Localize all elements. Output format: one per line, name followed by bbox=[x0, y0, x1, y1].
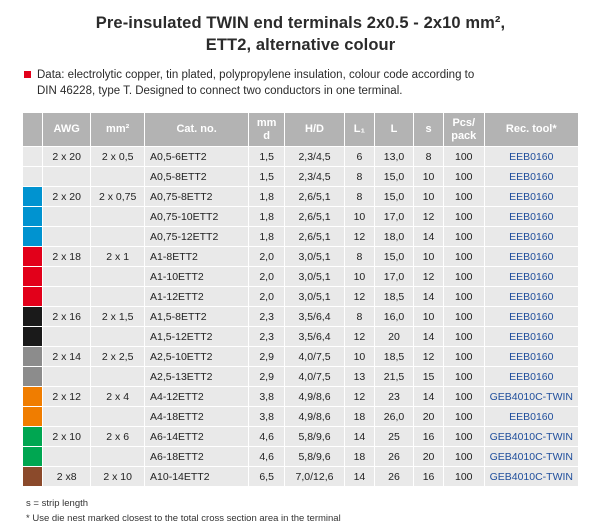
cell-cat-no: A4-12ETT2 bbox=[145, 387, 249, 407]
cell-pack: 100 bbox=[443, 467, 484, 487]
cell-l1: 12 bbox=[345, 287, 375, 307]
cell-mm-d: 1,8 bbox=[249, 187, 285, 207]
cell-h-d: 4,0/7,5 bbox=[285, 347, 345, 367]
table-row bbox=[23, 467, 579, 487]
header-pcs-pack bbox=[443, 112, 484, 146]
cell-h-d: 7,0/12,6 bbox=[285, 467, 345, 487]
cell-s: 14 bbox=[414, 227, 444, 247]
cell-cat-no: A1-12ETT2 bbox=[145, 287, 249, 307]
header-colour-swatch bbox=[23, 112, 43, 146]
cell-awg: 2 x8 bbox=[43, 467, 91, 487]
cell-l1: 10 bbox=[345, 347, 375, 367]
cell-rec-tool: EEB0160 bbox=[484, 307, 578, 327]
specifications-table bbox=[22, 112, 579, 487]
cell-cat-no: A0,5-6ETT2 bbox=[145, 147, 249, 167]
cell-l1: 12 bbox=[345, 387, 375, 407]
cell-rec-tool: GEB4010C-TWIN bbox=[484, 387, 578, 407]
colour-swatch bbox=[23, 287, 43, 307]
cell-pack: 100 bbox=[443, 367, 484, 387]
table-row bbox=[23, 367, 579, 387]
cell-rec-tool: EEB0160 bbox=[484, 367, 578, 387]
cell-s: 10 bbox=[414, 247, 444, 267]
cell-l: 23 bbox=[374, 387, 413, 407]
cell-mm-d: 2,3 bbox=[249, 307, 285, 327]
cell-awg bbox=[43, 407, 91, 427]
cell-s: 12 bbox=[414, 267, 444, 287]
cell-awg: 2 x 18 bbox=[43, 247, 91, 267]
cell-rec-tool: EEB0160 bbox=[484, 267, 578, 287]
footnote-die-nest: * Use die nest marked closest to the total cross section area in the terminal bbox=[26, 513, 341, 525]
cell-pack: 100 bbox=[443, 167, 484, 187]
cell-cat-no: A1-10ETT2 bbox=[145, 267, 249, 287]
cell-h-d: 3,0/5,1 bbox=[285, 287, 345, 307]
cell-mm-d: 2,3 bbox=[249, 327, 285, 347]
table-body bbox=[23, 147, 579, 487]
colour-swatch bbox=[23, 367, 43, 387]
table-row bbox=[23, 227, 579, 247]
cell-l: 18,0 bbox=[374, 227, 413, 247]
cell-rec-tool: EEB0160 bbox=[484, 407, 578, 427]
cell-h-d: 3,5/6,4 bbox=[285, 327, 345, 347]
cell-pack: 100 bbox=[443, 427, 484, 447]
cell-h-d: 4,0/7,5 bbox=[285, 367, 345, 387]
cell-l1: 14 bbox=[345, 467, 375, 487]
cell-l1: 8 bbox=[345, 187, 375, 207]
cell-awg: 2 x 20 bbox=[43, 147, 91, 167]
cell-s: 12 bbox=[414, 347, 444, 367]
cell-h-d: 2,6/5,1 bbox=[285, 227, 345, 247]
cell-s: 16 bbox=[414, 467, 444, 487]
cell-rec-tool: GEB4010C-TWIN bbox=[484, 427, 578, 447]
cell-awg bbox=[43, 327, 91, 347]
colour-swatch bbox=[23, 327, 43, 347]
cell-l: 26,0 bbox=[374, 407, 413, 427]
cell-h-d: 5,8/9,6 bbox=[285, 427, 345, 447]
colour-swatch bbox=[23, 167, 43, 187]
title-line-1: Pre-insulated TWIN end terminals 2x0.5 - 2x10 mm², bbox=[95, 14, 506, 32]
cell-cat-no: A6-18ETT2 bbox=[145, 447, 249, 467]
cell-pack: 100 bbox=[443, 247, 484, 267]
cell-l1: 18 bbox=[345, 447, 375, 467]
header-mm-d-line1: mm bbox=[256, 116, 277, 129]
cell-cat-no: A2,5-10ETT2 bbox=[145, 347, 249, 367]
cell-l1: 12 bbox=[345, 327, 375, 347]
header-rec-tool: Rec. tool* bbox=[484, 112, 578, 146]
cell-h-d: 3,0/5,1 bbox=[285, 247, 345, 267]
table-row bbox=[23, 447, 579, 467]
colour-swatch bbox=[23, 307, 43, 327]
cell-rec-tool: GEB4010C-TWIN bbox=[484, 467, 578, 487]
intro-line-2: DIN 46228, type T. Designed to connect two conductors in one terminal. bbox=[37, 85, 403, 98]
header-h-d: H/D bbox=[285, 112, 345, 146]
cell-l: 18,5 bbox=[374, 347, 413, 367]
cell-mm-d: 6,5 bbox=[249, 467, 285, 487]
cell-awg: 2 x 10 bbox=[43, 427, 91, 447]
cell-pack: 100 bbox=[443, 187, 484, 207]
cell-awg bbox=[43, 267, 91, 287]
cell-awg: 2 x 14 bbox=[43, 347, 91, 367]
cell-cat-no: A0,75-8ETT2 bbox=[145, 187, 249, 207]
cell-h-d: 3,0/5,1 bbox=[285, 267, 345, 287]
header-l1: L₁ bbox=[345, 112, 375, 146]
cell-cat-no: A0,5-8ETT2 bbox=[145, 167, 249, 187]
cell-mm-d: 1,5 bbox=[249, 167, 285, 187]
cell-pack: 100 bbox=[443, 387, 484, 407]
table-row bbox=[23, 187, 579, 207]
cell-mm2: 2 x 4 bbox=[91, 387, 145, 407]
table-row bbox=[23, 287, 579, 307]
cell-h-d: 2,3/4,5 bbox=[285, 147, 345, 167]
colour-swatch bbox=[23, 467, 43, 487]
cell-cat-no: A1-8ETT2 bbox=[145, 247, 249, 267]
cell-rec-tool: GEB4010C-TWIN bbox=[484, 447, 578, 467]
cell-l: 17,0 bbox=[374, 207, 413, 227]
cell-s: 14 bbox=[414, 287, 444, 307]
table-row bbox=[23, 407, 579, 427]
cell-rec-tool: EEB0160 bbox=[484, 247, 578, 267]
cell-rec-tool: EEB0160 bbox=[484, 187, 578, 207]
cell-l1: 14 bbox=[345, 427, 375, 447]
cell-pack: 100 bbox=[443, 407, 484, 427]
cell-cat-no: A0,75-12ETT2 bbox=[145, 227, 249, 247]
cell-h-d: 5,8/9,6 bbox=[285, 447, 345, 467]
cell-mm2 bbox=[91, 287, 145, 307]
cell-mm2: 2 x 1 bbox=[91, 247, 145, 267]
cell-l: 26 bbox=[374, 447, 413, 467]
cell-mm2: 2 x 2,5 bbox=[91, 347, 145, 367]
cell-l1: 8 bbox=[345, 167, 375, 187]
cell-s: 10 bbox=[414, 167, 444, 187]
cell-mm2 bbox=[91, 407, 145, 427]
cell-l: 21,5 bbox=[374, 367, 413, 387]
cell-rec-tool: EEB0160 bbox=[484, 207, 578, 227]
cell-pack: 100 bbox=[443, 327, 484, 347]
cell-pack: 100 bbox=[443, 307, 484, 327]
cell-mm2 bbox=[91, 447, 145, 467]
header-mm-d-line2: d bbox=[263, 129, 270, 142]
table-row bbox=[23, 207, 579, 227]
table-row bbox=[23, 247, 579, 267]
cell-mm2 bbox=[91, 267, 145, 287]
table-row bbox=[23, 327, 579, 347]
table-row bbox=[23, 427, 579, 447]
cell-s: 10 bbox=[414, 307, 444, 327]
cell-l1: 18 bbox=[345, 407, 375, 427]
cell-h-d: 2,6/5,1 bbox=[285, 207, 345, 227]
cell-s: 14 bbox=[414, 327, 444, 347]
cell-rec-tool: EEB0160 bbox=[484, 227, 578, 247]
cell-rec-tool: EEB0160 bbox=[484, 347, 578, 367]
cell-pack: 100 bbox=[443, 227, 484, 247]
title-line-2: ETT2, alternative colour bbox=[205, 36, 396, 55]
colour-swatch bbox=[23, 227, 43, 247]
colour-swatch bbox=[23, 347, 43, 367]
cell-awg bbox=[43, 367, 91, 387]
cell-awg: 2 x 16 bbox=[43, 307, 91, 327]
cell-mm-d: 2,9 bbox=[249, 367, 285, 387]
cell-h-d: 2,3/4,5 bbox=[285, 167, 345, 187]
cell-l1: 10 bbox=[345, 207, 375, 227]
cell-mm-d: 4,6 bbox=[249, 427, 285, 447]
cell-mm2: 2 x 1,5 bbox=[91, 307, 145, 327]
cell-s: 20 bbox=[414, 407, 444, 427]
cell-mm2 bbox=[91, 167, 145, 187]
cell-mm2: 2 x 0,5 bbox=[91, 147, 145, 167]
cell-s: 15 bbox=[414, 367, 444, 387]
colour-swatch bbox=[23, 387, 43, 407]
table-row bbox=[23, 307, 579, 327]
cell-mm-d: 2,0 bbox=[249, 287, 285, 307]
cell-mm-d: 3,8 bbox=[249, 387, 285, 407]
cell-h-d: 4,9/8,6 bbox=[285, 407, 345, 427]
cell-cat-no: A4-18ETT2 bbox=[145, 407, 249, 427]
cell-l: 25 bbox=[374, 427, 413, 447]
cell-rec-tool: EEB0160 bbox=[484, 287, 578, 307]
cell-pack: 100 bbox=[443, 147, 484, 167]
cell-awg bbox=[43, 207, 91, 227]
cell-s: 12 bbox=[414, 207, 444, 227]
cell-pack: 100 bbox=[443, 267, 484, 287]
cell-s: 14 bbox=[414, 387, 444, 407]
cell-l1: 8 bbox=[345, 247, 375, 267]
cell-mm2 bbox=[91, 227, 145, 247]
cell-mm2: 2 x 0,75 bbox=[91, 187, 145, 207]
cell-l: 13,0 bbox=[374, 147, 413, 167]
cell-rec-tool: EEB0160 bbox=[484, 327, 578, 347]
cell-s: 8 bbox=[414, 147, 444, 167]
header-mm2: mm² bbox=[91, 112, 145, 146]
table-header-row bbox=[23, 112, 579, 146]
cell-s: 10 bbox=[414, 187, 444, 207]
cell-l: 16,0 bbox=[374, 307, 413, 327]
table-row bbox=[23, 167, 579, 187]
colour-swatch bbox=[23, 147, 43, 167]
colour-swatch bbox=[23, 247, 43, 267]
colour-swatch bbox=[23, 427, 43, 447]
cell-pack: 100 bbox=[443, 207, 484, 227]
intro-paragraph bbox=[24, 67, 577, 100]
colour-swatch bbox=[23, 207, 43, 227]
colour-swatch bbox=[23, 407, 43, 427]
cell-awg bbox=[43, 287, 91, 307]
cell-s: 16 bbox=[414, 427, 444, 447]
cell-mm-d: 1,8 bbox=[249, 207, 285, 227]
cell-awg: 2 x 12 bbox=[43, 387, 91, 407]
footnote-strip-length: s = strip length bbox=[26, 498, 89, 510]
header-l: L bbox=[374, 112, 413, 146]
table-row bbox=[23, 267, 579, 287]
cell-l1: 10 bbox=[345, 267, 375, 287]
page-title bbox=[0, 0, 601, 57]
cell-cat-no: A1,5-12ETT2 bbox=[145, 327, 249, 347]
cell-h-d: 3,5/6,4 bbox=[285, 307, 345, 327]
cell-l: 26 bbox=[374, 467, 413, 487]
cell-l1: 12 bbox=[345, 227, 375, 247]
cell-mm-d: 1,8 bbox=[249, 227, 285, 247]
cell-s: 20 bbox=[414, 447, 444, 467]
header-pack-line1: Pcs/ bbox=[452, 116, 476, 129]
table-row bbox=[23, 147, 579, 167]
cell-mm-d: 2,0 bbox=[249, 267, 285, 287]
cell-mm2: 2 x 10 bbox=[91, 467, 145, 487]
cell-l: 15,0 bbox=[374, 247, 413, 267]
cell-l1: 6 bbox=[345, 147, 375, 167]
header-cat-no: Cat. no. bbox=[145, 112, 249, 146]
cell-mm-d: 2,0 bbox=[249, 247, 285, 267]
header-pack-line2: pack bbox=[451, 129, 477, 142]
cell-mm-d: 3,8 bbox=[249, 407, 285, 427]
header-awg: AWG bbox=[43, 112, 91, 146]
cell-l: 20 bbox=[374, 327, 413, 347]
colour-swatch bbox=[23, 267, 43, 287]
cell-cat-no: A1,5-8ETT2 bbox=[145, 307, 249, 327]
cell-pack: 100 bbox=[443, 447, 484, 467]
cell-rec-tool: EEB0160 bbox=[484, 167, 578, 187]
cell-l: 15,0 bbox=[374, 187, 413, 207]
cell-h-d: 4,9/8,6 bbox=[285, 387, 345, 407]
cell-awg: 2 x 20 bbox=[43, 187, 91, 207]
cell-mm2 bbox=[91, 367, 145, 387]
cell-cat-no: A10-14ETT2 bbox=[145, 467, 249, 487]
cell-mm-d: 1,5 bbox=[249, 147, 285, 167]
cell-mm2: 2 x 6 bbox=[91, 427, 145, 447]
header-mm-d bbox=[249, 112, 285, 146]
cell-pack: 100 bbox=[443, 347, 484, 367]
cell-l: 17,0 bbox=[374, 267, 413, 287]
cell-pack: 100 bbox=[443, 287, 484, 307]
cell-rec-tool: EEB0160 bbox=[484, 147, 578, 167]
cell-cat-no: A2,5-13ETT2 bbox=[145, 367, 249, 387]
cell-cat-no: A0,75-10ETT2 bbox=[145, 207, 249, 227]
header-s: s bbox=[414, 112, 444, 146]
cell-l1: 8 bbox=[345, 307, 375, 327]
intro-line-1: Data: electrolytic copper, tin plated, polypropylene insulation, colour code according to bbox=[37, 68, 475, 81]
cell-awg bbox=[43, 227, 91, 247]
colour-swatch bbox=[23, 187, 43, 207]
red-square-bullet-icon bbox=[24, 71, 31, 78]
cell-mm-d: 4,6 bbox=[249, 447, 285, 467]
cell-awg bbox=[43, 447, 91, 467]
cell-l: 18,5 bbox=[374, 287, 413, 307]
footnotes bbox=[26, 497, 575, 527]
cell-mm2 bbox=[91, 327, 145, 347]
cell-l1: 13 bbox=[345, 367, 375, 387]
cell-mm-d: 2,9 bbox=[249, 347, 285, 367]
cell-l: 15,0 bbox=[374, 167, 413, 187]
table-row bbox=[23, 347, 579, 367]
colour-swatch bbox=[23, 447, 43, 467]
cell-h-d: 2,6/5,1 bbox=[285, 187, 345, 207]
cell-mm2 bbox=[91, 207, 145, 227]
cell-cat-no: A6-14ETT2 bbox=[145, 427, 249, 447]
table-row bbox=[23, 387, 579, 407]
cell-awg bbox=[43, 167, 91, 187]
